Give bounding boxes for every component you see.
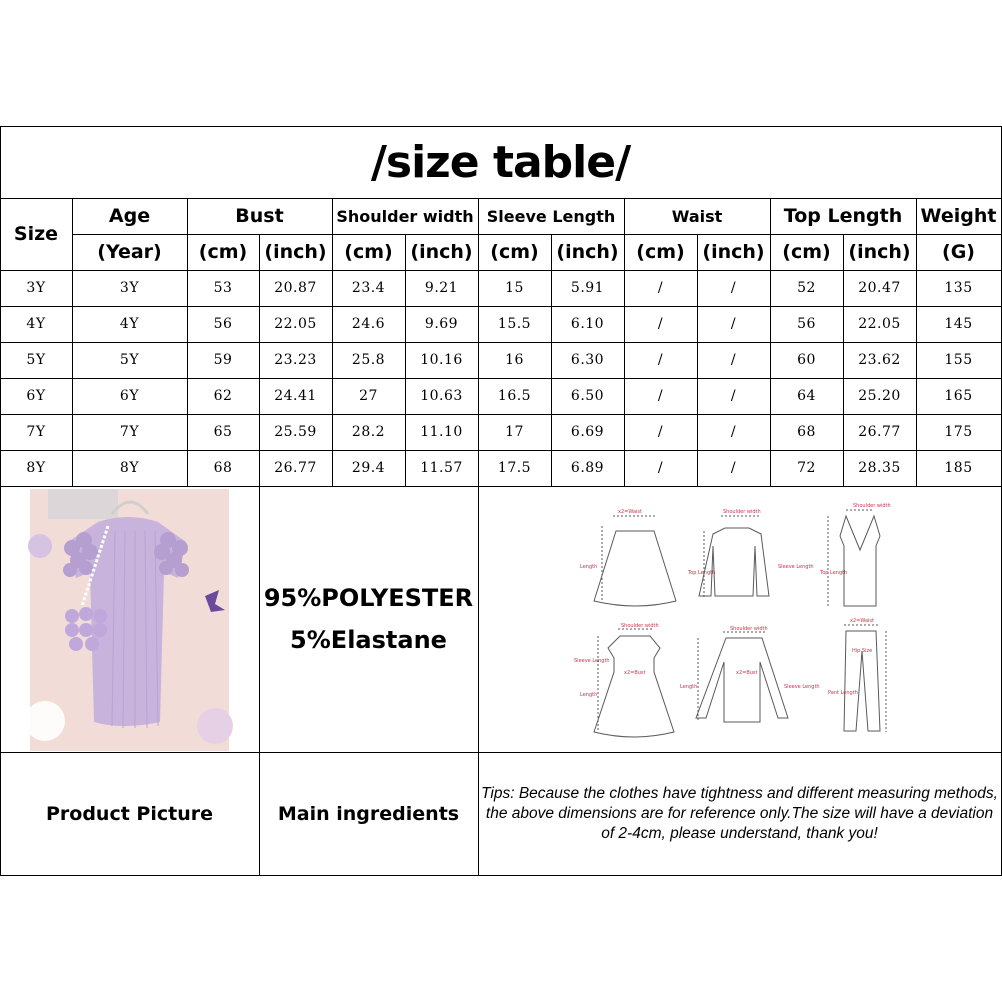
svg-text:Hip Size: Hip Size: [852, 648, 873, 654]
main-ingredients-label: Main ingredients: [277, 802, 460, 825]
table-cell: 22.05: [274, 316, 317, 332]
table-cell: 25.8: [351, 352, 386, 368]
product-photo: [0, 486, 259, 752]
svg-text:Sleeve Length: Sleeve Length: [778, 564, 814, 570]
svg-text:Pant Length: Pant Length: [828, 690, 858, 696]
table-cell: 16.5: [497, 388, 532, 404]
page-title: /size table/: [370, 136, 631, 188]
table-cell: 9.69: [424, 316, 459, 332]
table-cell: 11.10: [420, 424, 463, 440]
material-polyester: 95%POLYESTER: [263, 584, 474, 612]
measurement-diagrams: [478, 486, 1001, 752]
table-cell: 65: [213, 424, 233, 440]
table-cell: /: [657, 352, 664, 368]
svg-text:Length: Length: [580, 692, 598, 698]
table-cell: 8Y: [119, 460, 140, 476]
table-cell: 6.30: [570, 352, 605, 368]
table-cell: /: [657, 388, 664, 404]
table-cell: 6.10: [570, 316, 605, 332]
table-cell: /: [730, 280, 737, 296]
table-cell: 6.69: [570, 424, 605, 440]
table-cell: 23.62: [858, 352, 901, 368]
grid-line: [0, 875, 1002, 876]
table-cell: 8Y: [26, 460, 46, 476]
svg-text:Shoulder width: Shoulder width: [723, 509, 761, 515]
unit-cm: (cm): [782, 241, 831, 263]
unit-inch: (inch): [848, 241, 911, 263]
table-cell: 4Y: [26, 316, 46, 332]
table-cell: 6Y: [26, 388, 46, 404]
table-cell: 7Y: [119, 424, 140, 440]
table-cell: /: [657, 424, 664, 440]
table-cell: 59: [213, 352, 233, 368]
unit-inch: (inch): [264, 241, 327, 263]
unit-year: (Year): [97, 241, 162, 263]
table-cell: 16: [505, 352, 524, 368]
svg-text:Sleeve Length: Sleeve Length: [784, 684, 820, 690]
table-cell: 25.20: [858, 388, 901, 404]
svg-text:x2=Waist: x2=Waist: [850, 618, 874, 624]
table-cell: 175: [944, 424, 973, 440]
unit-inch: (inch): [556, 241, 619, 263]
table-cell: 6.89: [570, 460, 605, 476]
table-cell: 145: [944, 316, 973, 332]
unit-inch: (inch): [410, 241, 473, 263]
unit-cm: (cm): [490, 241, 539, 263]
table-cell: 7Y: [26, 424, 46, 440]
table-cell: 52: [797, 280, 816, 296]
table-cell: 64: [797, 388, 816, 404]
table-cell: 10.16: [420, 352, 463, 368]
header-size: Size: [13, 223, 59, 245]
unit-cm: (cm): [636, 241, 685, 263]
table-cell: 20.47: [858, 280, 901, 296]
svg-text:Shoulder width: Shoulder width: [730, 626, 768, 632]
table-cell: 23.23: [274, 352, 317, 368]
header-sleeve-length: Sleeve Length: [486, 206, 616, 226]
table-cell: 62: [213, 388, 233, 404]
table-cell: /: [730, 424, 737, 440]
table-cell: /: [730, 352, 737, 368]
table-cell: 3Y: [119, 280, 140, 296]
svg-text:Length: Length: [580, 564, 598, 570]
table-cell: 27: [359, 388, 378, 404]
table-cell: 23.4: [351, 280, 386, 296]
table-cell: 22.05: [858, 316, 901, 332]
unit-gram: (G): [942, 241, 975, 263]
table-cell: 17: [505, 424, 524, 440]
table-cell: 56: [797, 316, 816, 332]
table-cell: 28.35: [858, 460, 901, 476]
header-age: Age: [108, 205, 151, 227]
table-cell: 29.4: [351, 460, 386, 476]
unit-cm: (cm): [198, 241, 248, 263]
table-cell: 6Y: [119, 388, 140, 404]
table-cell: 165: [944, 388, 973, 404]
unit-cm: (cm): [344, 241, 393, 263]
unit-inch: (inch): [702, 241, 765, 263]
product-photo-image: [0, 486, 259, 752]
table-cell: 26.77: [858, 424, 901, 440]
table-cell: /: [730, 460, 737, 476]
svg-text:Top Length: Top Length: [820, 570, 848, 576]
svg-text:x2=Bust: x2=Bust: [736, 670, 758, 676]
table-cell: 68: [797, 424, 816, 440]
table-cell: 53: [213, 280, 233, 296]
table-cell: 4Y: [119, 316, 140, 332]
table-cell: 28.2: [351, 424, 386, 440]
table-cell: 6.50: [570, 388, 605, 404]
table-cell: 9.21: [424, 280, 459, 296]
table-cell: 72: [797, 460, 816, 476]
measurement-diagram-image: [478, 486, 1001, 752]
svg-text:Length: Length: [680, 684, 698, 690]
material-elastane: 5%Elastane: [290, 626, 447, 654]
table-cell: 26.77: [274, 460, 317, 476]
table-cell: /: [730, 388, 737, 404]
svg-text:x2=Bust: x2=Bust: [624, 670, 646, 676]
materials-cell: [259, 486, 478, 752]
svg-text:Shoulder width: Shoulder width: [621, 623, 659, 629]
table-cell: /: [657, 460, 664, 476]
table-cell: /: [657, 316, 664, 332]
table-cell: 60: [797, 352, 816, 368]
table-cell: 68: [213, 460, 233, 476]
table-cell: 5Y: [26, 352, 46, 368]
table-cell: 15.5: [497, 316, 532, 332]
svg-text:Top Length: Top Length: [688, 570, 716, 576]
table-cell: 25.59: [274, 424, 317, 440]
table-cell: 5Y: [119, 352, 140, 368]
svg-text:Sleeve Length: Sleeve Length: [574, 658, 610, 664]
table-cell: /: [657, 280, 664, 296]
table-cell: 56: [213, 316, 233, 332]
table-cell: 155: [944, 352, 973, 368]
table-cell: 135: [944, 280, 973, 296]
tips-text: Tips: Because the clothes have tightness and different measuring methods, the above dimensions are for reference only.The size will have a deviation of 2-4cm, please understand, thank you!: [481, 784, 998, 842]
svg-text:x2=Waist: x2=Waist: [618, 509, 642, 515]
table-cell: 17.5: [497, 460, 532, 476]
table-cell: 3Y: [26, 280, 46, 296]
table-cell: 24.41: [274, 388, 317, 404]
table-cell: 5.91: [570, 280, 605, 296]
size-chart-sheet: [0, 126, 1001, 875]
header-weight: Weight: [920, 205, 997, 227]
header-top-length: Top Length: [783, 205, 903, 227]
table-cell: 10.63: [420, 388, 463, 404]
table-cell: 15: [505, 280, 524, 296]
header-shoulder-width: Shoulder width: [336, 206, 474, 226]
svg-text:Shoulder width: Shoulder width: [853, 503, 891, 509]
table-cell: 185: [944, 460, 973, 476]
table-cell: 24.6: [351, 316, 386, 332]
table-cell: /: [730, 316, 737, 332]
table-cell: 11.57: [420, 460, 463, 476]
table-cell: 20.87: [274, 280, 317, 296]
header-bust: Bust: [235, 205, 284, 227]
header-waist: Waist: [671, 206, 723, 226]
product-picture-label: Product Picture: [45, 802, 213, 825]
